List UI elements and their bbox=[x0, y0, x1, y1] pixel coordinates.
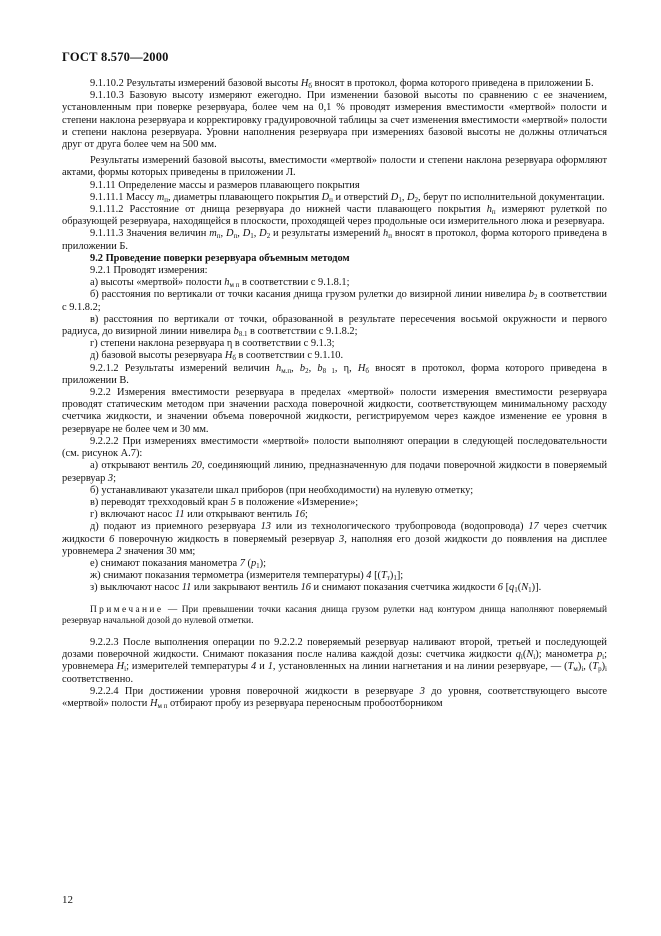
list-item-d: д) базовой высоты резервуара $H_б$ в соответствии с 9.1.10. bbox=[90, 350, 344, 363]
paragraph-9-2-1-2: 9.2.1.2 Результаты измерений величин $h_{м.п}$, $b_2$, $b_{8 1}$, η, $H_б$ вносят в протокол, форма которого приведена в приложении В. bbox=[62, 362, 608, 386]
section-heading-9-2: 9.2 Проведение поверки резервуара объемным методом bbox=[90, 252, 350, 264]
paragraph-9-1-11-2: 9.1.11.2 Расстояние от днища резервуара до нижней части плавающего покрытия $h_п$ измеряют рулеткой по образующей резервуара, находящейся в плоскости, проходящей через продольные оси измерительного люка и резервуара. bbox=[62, 204, 608, 228]
paragraph-9-1-11-1: 9.1.11.1 Массу $m_п$, диаметры плавающего покрытия $D_п$ и отверстий $D_1$, $D_2$, берут по исполнительной документации. bbox=[90, 191, 605, 204]
step-g: г) включают насос 11 или открывают вентиль 16; bbox=[90, 509, 308, 521]
paragraph-results-acts: Результаты измерений базовой высоты, вместимости «мертвой» полости и степени наклона резервуара оформляют актами, формы которых приведены в приложении Л. bbox=[62, 155, 607, 179]
standard-header: ГОСТ 8.570—2000 bbox=[62, 50, 169, 64]
paragraph-9-1-10-2: 9.1.10.2 Результаты измерений базовой высоты $H_б$ вносят в протокол, форма которого приведена в приложении Б. bbox=[90, 78, 594, 90]
note-label: Примечание bbox=[90, 604, 164, 615]
step-b: б) устанавливают указатели шкал приборов (при необходимости) на нулевую отметку; bbox=[90, 484, 474, 496]
note: Примечание — При превышении точки касания днища грузом рулетки над контуром днища наполняют поверяемый резервуар начальной дозой до нулевой отметки. bbox=[62, 604, 607, 626]
paragraph-9-2-1: 9.2.1 Проводят измерения: bbox=[90, 265, 208, 277]
step-d: д) подают из приемного резервуара 13 или из технологического трубопровода (водопровода) 17 через счетчик жидкости 6 поверочную жидкость в поверяемый резервуар 3, наполняя его дозой жидкости до появления на дисплее уровнемера 2 значения 30 мм; bbox=[62, 521, 607, 557]
list-item-b: б) расстояния по вертикали от точки касания днища грузом рулетки до визирной линии нивелира $b_2$ в соответствии с 9.1.8.2; bbox=[62, 289, 607, 313]
paragraph-9-2-2: 9.2.2 Измерения вместимости резервуара в пределах «мертвой» полости измерения вместимости резервуара проводят статическим методом при значении расхода поверочной жидкости, соответствующем минимальному расходу счетчика жидкости, и значении объема поверочной жидкости, регистрируемом через каждое изменение ее уровня в резервуаре не более чем и 30 мм. bbox=[62, 387, 607, 435]
list-item-g: г) степени наклона резервуара η в соответствии с 9.1.3; bbox=[90, 338, 335, 350]
paragraph-9-1-11: 9.1.11 Определение массы и размеров плавающего покрытия bbox=[90, 179, 360, 191]
paragraph-9-2-2-4: 9.2.2.4 При достижении уровня поверочной жидкости в резервуаре 3 до уровня, соответствующего высоте «мертвой» полости $H_{м п}$ отбирают пробу из резервуара переносным пробоотборником bbox=[62, 685, 608, 710]
list-item-a: а) высоты «мертвой» полости $h_{м п}$ в соответствии с 9.1.8.1; bbox=[90, 277, 350, 290]
paragraph-9-2-2-3: 9.2.2.3 После выполнения операции по 9.2.2.2 поверяемый резервуар наливают второй, третьей и последующей дозами поверочной жидкости. Снимают показания после налива каждой дозы: счетчика жидкости $q_i(N_i)$; манометра $p_i$; уровнемера $H_i$; измерителей температуры 4 и 1, установленных на линии нагнетания и на линии резервуаре, — $(T_м)_i$, $(T_р)_i$ соответственно. bbox=[62, 636, 607, 685]
paragraph-9-2-2-2: 9.2.2.2 При измерениях вместимости «мертвой» полости выполняют операции в следующей последовательности (см. рисунок А.7): bbox=[62, 435, 607, 460]
paragraph-9-1-11-3: 9.1.11.3 Значения величин $m_п$, $D_п$, $D_1$, $D_2$ и результаты измерений $h_п$ вносят в протокол, форма которого приведена в приложении Б. bbox=[62, 228, 607, 252]
list-item-v: в) расстояния по вертикали от точки, образованной в результате пересечения восьмой окружности и первого радиуса, до визирной линии нивелира $b_{8.1}$ в соответствии с 9.1.8.2; bbox=[62, 313, 607, 339]
step-v: в) переводят трехходовый кран 5 в положение «Измерение»; bbox=[90, 496, 359, 508]
paragraph-9-1-10-3: 9.1.10.3 Базовую высоту измеряют ежегодно. При изменении базовой высоты по сравнению с ее значением, установленным при поверке резервуара, более чем на 0,1 % проводят измерения вместимости «мертвой» полости и степени наклона резервуара и корректировку градуировочной таблицы за счет изменения вместимости «мертвой» полости и степени наклона резервуара. Уровни наполнения резервуара при измерениях базовой высоты не должны отличаться друг от друга более чем на 500 мм. bbox=[62, 90, 607, 151]
step-z: з) выключают насос 11 или закрывают вентиль 16 и снимают показания счетчика жидкости 6 $[q_1(N_1)]$. bbox=[90, 582, 542, 595]
page-number: 12 bbox=[62, 894, 73, 906]
step-e: е) снимают показания манометра 7 $(p_1)$; bbox=[90, 557, 267, 570]
document-body bbox=[62, 78, 607, 710]
step-a: а) открывают вентиль 20, соединяющий линию, предназначенную для подачи поверочной жидкости в поверяемый резервуар 3; bbox=[62, 460, 608, 484]
step-zh: ж) снимают показания термометра (измерителя температуры) 4 $[(T_т)_1]$; bbox=[90, 570, 404, 583]
